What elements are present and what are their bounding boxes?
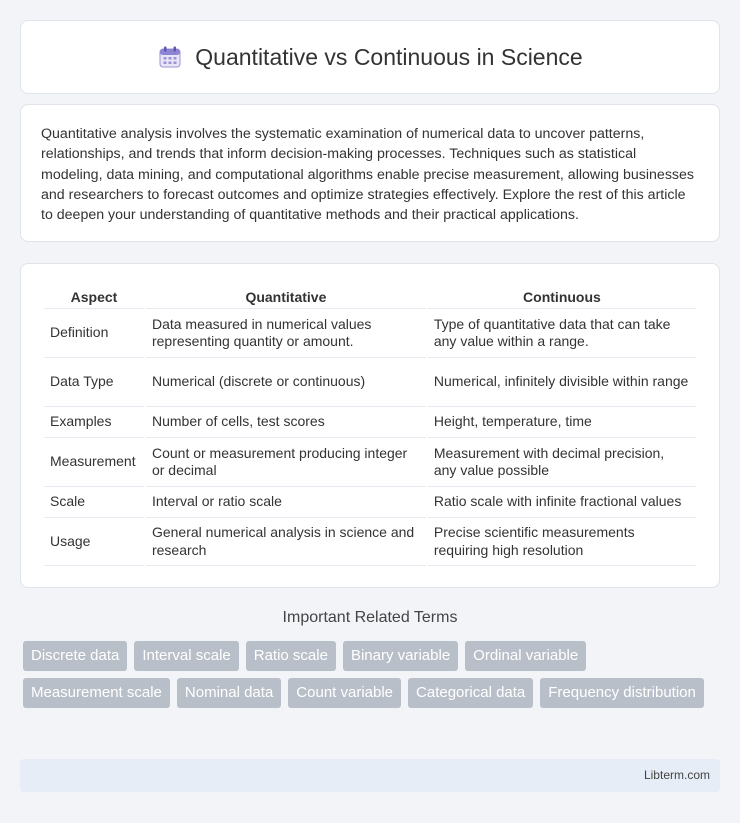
table-cell: Numerical, infinitely divisible within range	[428, 357, 696, 406]
table-cell: Ratio scale with infinite fractional values	[428, 486, 696, 517]
related-terms-list	[23, 641, 723, 708]
comparison-table	[42, 286, 698, 566]
table-row	[44, 406, 696, 437]
footer-site-link[interactable]: Libterm.com	[643, 768, 710, 782]
table-cell: General numerical analysis in science and research	[146, 517, 426, 566]
table-cell: Examples	[44, 406, 144, 437]
table-cell: Height, temperature, time	[428, 406, 696, 437]
table-cell: Measurement with decimal precision, any value possible	[428, 437, 696, 486]
related-term-tag[interactable]: Binary variable	[343, 641, 458, 671]
related-term-tag[interactable]: Discrete data	[23, 641, 127, 671]
table-cell: Interval or ratio scale	[146, 486, 426, 517]
intro-card	[20, 104, 720, 242]
table-row	[44, 486, 696, 517]
related-term-tag[interactable]: Ordinal variable	[465, 641, 586, 671]
header-card	[20, 20, 720, 94]
related-term-tag[interactable]: Frequency distribution	[540, 678, 704, 708]
table-cell: Number of cells, test scores	[146, 406, 426, 437]
column-header-quantitative: Quantitative	[245, 289, 327, 305]
table-row	[44, 437, 696, 486]
table-cell: Numerical (discrete or continuous)	[146, 357, 426, 406]
table-cell: Count or measurement producing integer or decimal	[146, 437, 426, 486]
related-term-tag[interactable]: Count variable	[288, 678, 401, 708]
table-cell: Scale	[44, 486, 144, 517]
related-term-tag[interactable]: Nominal data	[177, 678, 281, 708]
table-cell: Precise scientific measurements requiring high resolution	[428, 517, 696, 566]
related-term-tag[interactable]: Ratio scale	[246, 641, 336, 671]
table-cell: Measurement	[44, 437, 144, 486]
page-title: Quantitative vs Continuous in Science	[195, 43, 583, 70]
table-cell: Data measured in numerical values representing quantity or amount.	[146, 308, 426, 357]
table-row	[44, 357, 696, 406]
table-cell: Type of quantitative data that can take any value within a range.	[428, 308, 696, 357]
table-row	[44, 517, 696, 566]
table-cell: Data Type	[44, 357, 144, 406]
table-row	[44, 308, 696, 357]
related-terms-title: Important Related Terms	[282, 609, 458, 626]
calendar-icon	[157, 44, 183, 70]
related-term-tag[interactable]: Measurement scale	[23, 678, 170, 708]
related-term-tag[interactable]: Categorical data	[408, 678, 533, 708]
table-cell: Usage	[44, 517, 144, 566]
intro-text: Quantitative analysis involves the systematic examination of numerical data to uncover patterns, relationships, and trends that inform decision-making processes. Techniques such as statistical modeling, data mining, and computational algorithms enable precise measurement, allowing businesses and researchers to forecast outcomes and optimize strategies effectively. Explore the rest of this article to deepen your understanding of quantitative methods and their practical applications.	[41, 126, 694, 224]
table-cell: Definition	[44, 308, 144, 357]
related-term-tag[interactable]: Interval scale	[134, 641, 238, 671]
column-header-continuous: Continuous	[523, 289, 601, 305]
footer	[20, 759, 720, 792]
column-header-aspect: Aspect	[70, 289, 118, 305]
comparison-table-card	[20, 263, 720, 588]
